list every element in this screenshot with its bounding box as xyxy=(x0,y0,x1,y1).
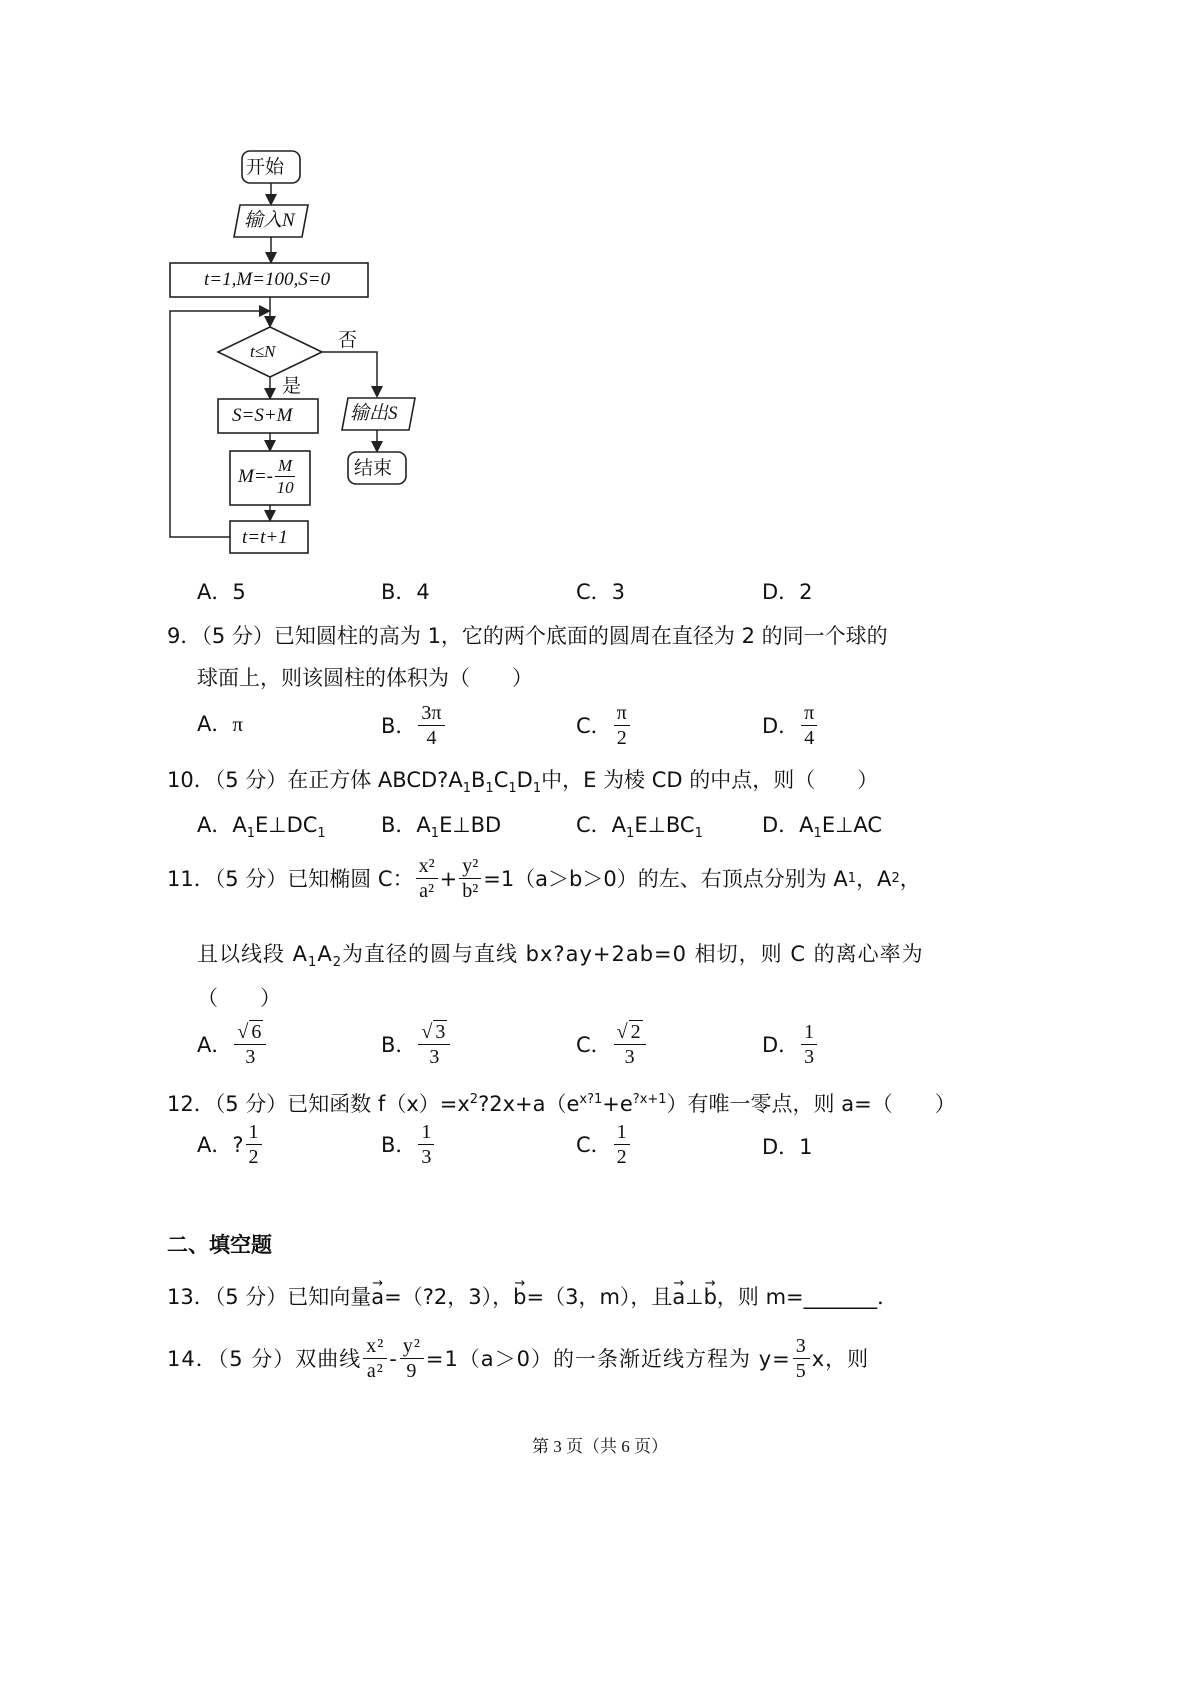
q10-option-d-text: D．A xyxy=(762,813,814,837)
q11-option-c-radicand: 2 xyxy=(630,1021,641,1043)
flowchart-output-label: 输出S xyxy=(350,403,398,424)
q14-fraction-y-num: y² xyxy=(400,1336,424,1359)
q9-option-a-text: π xyxy=(232,712,243,736)
q9-option-a-label: A． xyxy=(197,712,233,736)
q11-line2-sub2: 2 xyxy=(332,955,342,971)
q11-end: ， xyxy=(899,866,921,891)
q11-line2 xyxy=(197,940,924,977)
q10-suffix: 中，E 为棱 CD 的中点，则（ ） xyxy=(541,768,879,792)
q12-option-c-label: C． xyxy=(576,1132,612,1157)
q8-option-c: C．3 xyxy=(576,580,626,604)
q12-option-b-label: B． xyxy=(381,1132,417,1157)
q12-option-c-fraction xyxy=(614,1122,630,1167)
q10-option-d-sub: 1 xyxy=(813,826,822,842)
q12-option-a-fraction xyxy=(246,1122,262,1167)
q14-fraction-x-num: x² xyxy=(363,1336,387,1359)
q12-mid: 2x+a（e xyxy=(489,1092,580,1116)
q9-option-d-fraction xyxy=(801,703,817,748)
flowchart-input-label: 输入N xyxy=(244,210,295,231)
q11-option-d-fraction xyxy=(801,1022,817,1067)
q10-option-b-sub: 1 xyxy=(430,826,440,842)
q12-option-b-fraction xyxy=(418,1122,434,1167)
q12-suffix: ）有唯一零点，则 a=（ ） xyxy=(666,1092,956,1116)
q14-fraction-slope-den: 5 xyxy=(795,1360,807,1382)
q11-option-d-den: 3 xyxy=(804,1046,815,1068)
q12-option-a-sign: ? xyxy=(232,1132,244,1157)
q12-option-d: D．1 xyxy=(762,1135,813,1159)
q10-c1: C xyxy=(493,768,509,792)
q9-line1: 9．（5 分）已知圆柱的高为 1，它的两个底面的圆周在直径为 2 的同一个球的 xyxy=(167,624,888,648)
q10-option-a-sub: 1 xyxy=(246,826,256,842)
q10-stem xyxy=(167,766,878,803)
flowchart-process2-label xyxy=(238,457,297,496)
q9-option-a xyxy=(197,710,243,738)
q14-stem xyxy=(167,1336,869,1381)
q10-option-c-sub: 1 xyxy=(626,826,635,842)
q14-prefix: 14．（5 分）双曲线 xyxy=(167,1346,362,1371)
q11-comma: ，A xyxy=(856,866,892,891)
q12-option-a-num: 1 xyxy=(246,1122,262,1145)
q11-option-a-radicand: 6 xyxy=(251,1021,262,1043)
q13-part3: =（3，m），且 xyxy=(526,1285,673,1309)
q14-fraction-y-den: 9 xyxy=(406,1360,418,1382)
q14-fraction-slope xyxy=(793,1336,810,1381)
q11-sub1: 1 xyxy=(847,870,857,886)
q13-vector-a2: → a xyxy=(672,1283,685,1311)
q9-option-d xyxy=(762,703,819,748)
q14-minus: - xyxy=(389,1346,398,1371)
q12-exponent2: ?x+1 xyxy=(632,1092,667,1107)
q13-prefix: 13．（5 分）已知向量 xyxy=(167,1285,372,1309)
q10-option-d-rest: E⊥AC xyxy=(821,813,883,837)
q11-plus: + xyxy=(439,866,458,891)
q12-option-b xyxy=(381,1122,436,1167)
q12-square: 2 xyxy=(469,1092,479,1107)
q11-option-b-label: B． xyxy=(381,1032,417,1057)
q13-vector-b: → b xyxy=(513,1283,526,1311)
q9-option-c-label: C． xyxy=(576,713,612,738)
q10-option-a xyxy=(197,811,326,848)
flowchart-init-label: t=1,M=100,S=0 xyxy=(204,269,331,290)
q11-option-b-radicand: 3 xyxy=(435,1021,446,1043)
q11-option-c xyxy=(576,1022,648,1067)
q9-option-c-den: 2 xyxy=(616,727,627,749)
q11-prefix: 11．（5 分）已知椭圆 C： xyxy=(167,866,414,891)
q12-prefix: 12．（5 分）已知函数 f（x）=x xyxy=(167,1092,470,1116)
q10-missing-glyph: ? xyxy=(437,768,449,792)
q10-c1-sub: 1 xyxy=(508,781,517,797)
q10-b1-sub: 1 xyxy=(485,781,494,797)
flowchart-process2-den: 10 xyxy=(276,478,294,497)
q9-option-b xyxy=(381,703,447,748)
q10-option-c-sub2: 1 xyxy=(694,826,703,842)
flowchart-process2-fraction xyxy=(275,457,295,496)
q11-option-d xyxy=(762,1022,819,1067)
flowchart-lines xyxy=(160,145,460,565)
q13-stem xyxy=(167,1283,898,1311)
q11-line2-c: 为直径的圆与直线 bx xyxy=(341,942,554,966)
q10-a1: A xyxy=(448,768,463,792)
q12-option-c xyxy=(576,1122,632,1167)
q12-option-c-den: 2 xyxy=(616,1146,627,1168)
q9-option-c xyxy=(576,703,632,748)
q12-stem xyxy=(167,1086,956,1118)
section-heading: 二、填空题 xyxy=(167,1233,272,1257)
q13-perp: ⊥ xyxy=(685,1285,704,1309)
q10-b1: B xyxy=(470,768,486,792)
flowchart-start-label: 开始 xyxy=(246,156,285,178)
q12-option-a xyxy=(197,1122,264,1167)
q10-option-d xyxy=(762,811,882,848)
q11-fraction-x-den: a² xyxy=(419,880,435,902)
q11-fraction-y-den: b² xyxy=(462,880,479,902)
q12-option-b-den: 3 xyxy=(421,1146,432,1168)
q12-option-c-num: 1 xyxy=(614,1122,630,1145)
q9-option-d-num: π xyxy=(801,703,817,726)
q8-option-b: B．4 xyxy=(381,580,430,604)
q10-d1: D xyxy=(516,768,533,792)
q14-fraction-x-den: a² xyxy=(366,1360,384,1382)
flowchart-process2-num: M xyxy=(275,457,295,477)
q11-option-a-label: A． xyxy=(197,1032,233,1057)
q11-option-c-num: √ 2 xyxy=(614,1022,646,1045)
q11-line2-b: A xyxy=(317,942,333,966)
q13-answer-blank: _______ xyxy=(803,1285,878,1309)
q11-fraction-x-num: x² xyxy=(416,856,438,879)
q11-fraction-y xyxy=(459,856,481,901)
q13-part1: =（ xyxy=(384,1285,423,1309)
q11-option-b-fraction xyxy=(418,1022,450,1067)
q11-option-c-den: 3 xyxy=(624,1046,635,1068)
q14-fraction-x xyxy=(363,1336,387,1381)
q11-missing-glyph: ? xyxy=(553,942,566,966)
q12-plus: +e xyxy=(602,1092,633,1116)
q9-line2: 球面上，则该圆柱的体积为（ ） xyxy=(197,666,533,690)
q13-part2: 2，3）， xyxy=(433,1285,514,1309)
q12-option-b-num: 1 xyxy=(418,1122,434,1145)
q10-option-b-text: B．A xyxy=(381,813,431,837)
q11-line2-a: 且以线段 A xyxy=(197,942,309,966)
q8-option-a: A．5 xyxy=(197,580,246,604)
q10-a1-sub: 1 xyxy=(462,781,471,797)
q11-option-d-num: 1 xyxy=(801,1022,817,1045)
q11-fraction-x xyxy=(416,856,438,901)
q10-option-b-rest: E⊥BD xyxy=(439,813,502,837)
q9-option-d-label: D． xyxy=(762,713,800,738)
q9-option-d-den: 4 xyxy=(804,727,815,749)
q12-option-a-label: A． xyxy=(197,1132,233,1157)
flowchart-process1-label: S=S+M xyxy=(232,405,293,426)
q11-option-a-num: √ 6 xyxy=(234,1022,266,1045)
q14-mid: =1（a＞0）的一条渐近线方程为 y= xyxy=(425,1346,791,1371)
q13-vector-b2: → b xyxy=(704,1283,717,1311)
q10-d1-sub: 1 xyxy=(532,781,542,797)
q9-option-c-fraction xyxy=(614,703,630,748)
q14-fraction-y xyxy=(400,1336,424,1381)
q11-option-a xyxy=(197,1022,268,1067)
q8-option-d: D．2 xyxy=(762,580,813,604)
q9-option-c-num: π xyxy=(614,703,630,726)
q10-option-a-text: A．A xyxy=(197,813,247,837)
q12-exponent1: x?1 xyxy=(579,1092,603,1107)
q10-option-a-sub2: 1 xyxy=(317,826,326,842)
flowchart-yes-label: 是 xyxy=(282,375,302,397)
q13-end: ． xyxy=(877,1285,899,1309)
flowchart-no-label: 否 xyxy=(338,329,358,351)
q13-vector-a: → a xyxy=(371,1283,384,1311)
q13-suffix: ，则 m= xyxy=(716,1285,804,1309)
q11-option-b xyxy=(381,1022,452,1067)
q9-option-b-num: 3π xyxy=(418,703,444,726)
q11-option-b-den: 3 xyxy=(429,1046,440,1068)
q11-option-b-num: √ 3 xyxy=(418,1022,450,1045)
flowchart-process3-label: t=t+1 xyxy=(242,527,288,548)
q11-option-c-fraction xyxy=(614,1022,646,1067)
q9-option-b-fraction xyxy=(418,703,444,748)
q10-option-a-rest: E⊥DC xyxy=(255,813,318,837)
q9-option-b-label: B． xyxy=(381,713,417,738)
flowchart-end-label: 结束 xyxy=(354,457,393,479)
q10-option-c xyxy=(576,811,703,848)
flowchart-condition-label: t≤N xyxy=(250,342,276,361)
flowchart-process2-left: M=- xyxy=(238,465,273,487)
q13-missing-glyph: ? xyxy=(422,1285,434,1309)
q12-option-a-den: 2 xyxy=(248,1146,259,1168)
q14-suffix: x，则 xyxy=(811,1346,870,1371)
q11-fraction-y-num: y² xyxy=(459,856,481,879)
q11-sub2: 2 xyxy=(891,870,900,886)
q11-line1 xyxy=(167,856,921,901)
q10-option-c-text: C．A xyxy=(576,813,627,837)
q14-fraction-slope-num: 3 xyxy=(793,1336,810,1359)
q10-option-b xyxy=(381,811,501,848)
q9-option-b-den: 4 xyxy=(426,727,437,749)
q10-option-c-rest: E⊥BC xyxy=(634,813,695,837)
q11-eq: =1（a＞b＞0）的左、右顶点分别为 A xyxy=(483,866,848,891)
q10-prefix: 10．（5 分）在正方体 ABCD xyxy=(167,768,438,792)
q11-line2-sub1: 1 xyxy=(308,955,318,971)
q11-option-d-label: D． xyxy=(762,1032,800,1057)
q12-missing-glyph: ? xyxy=(478,1092,490,1116)
q11-option-a-den: 3 xyxy=(245,1046,256,1068)
q11-line2-d: ay+2ab=0 相切，则 C 的离心率为 xyxy=(565,942,924,966)
q11-line3: （ ） xyxy=(197,986,281,1010)
page-footer: 第 3 页（共 6 页） xyxy=(532,1437,668,1456)
q11-option-c-label: C． xyxy=(576,1032,612,1057)
flowchart xyxy=(160,145,460,565)
q11-option-a-fraction xyxy=(234,1022,266,1067)
